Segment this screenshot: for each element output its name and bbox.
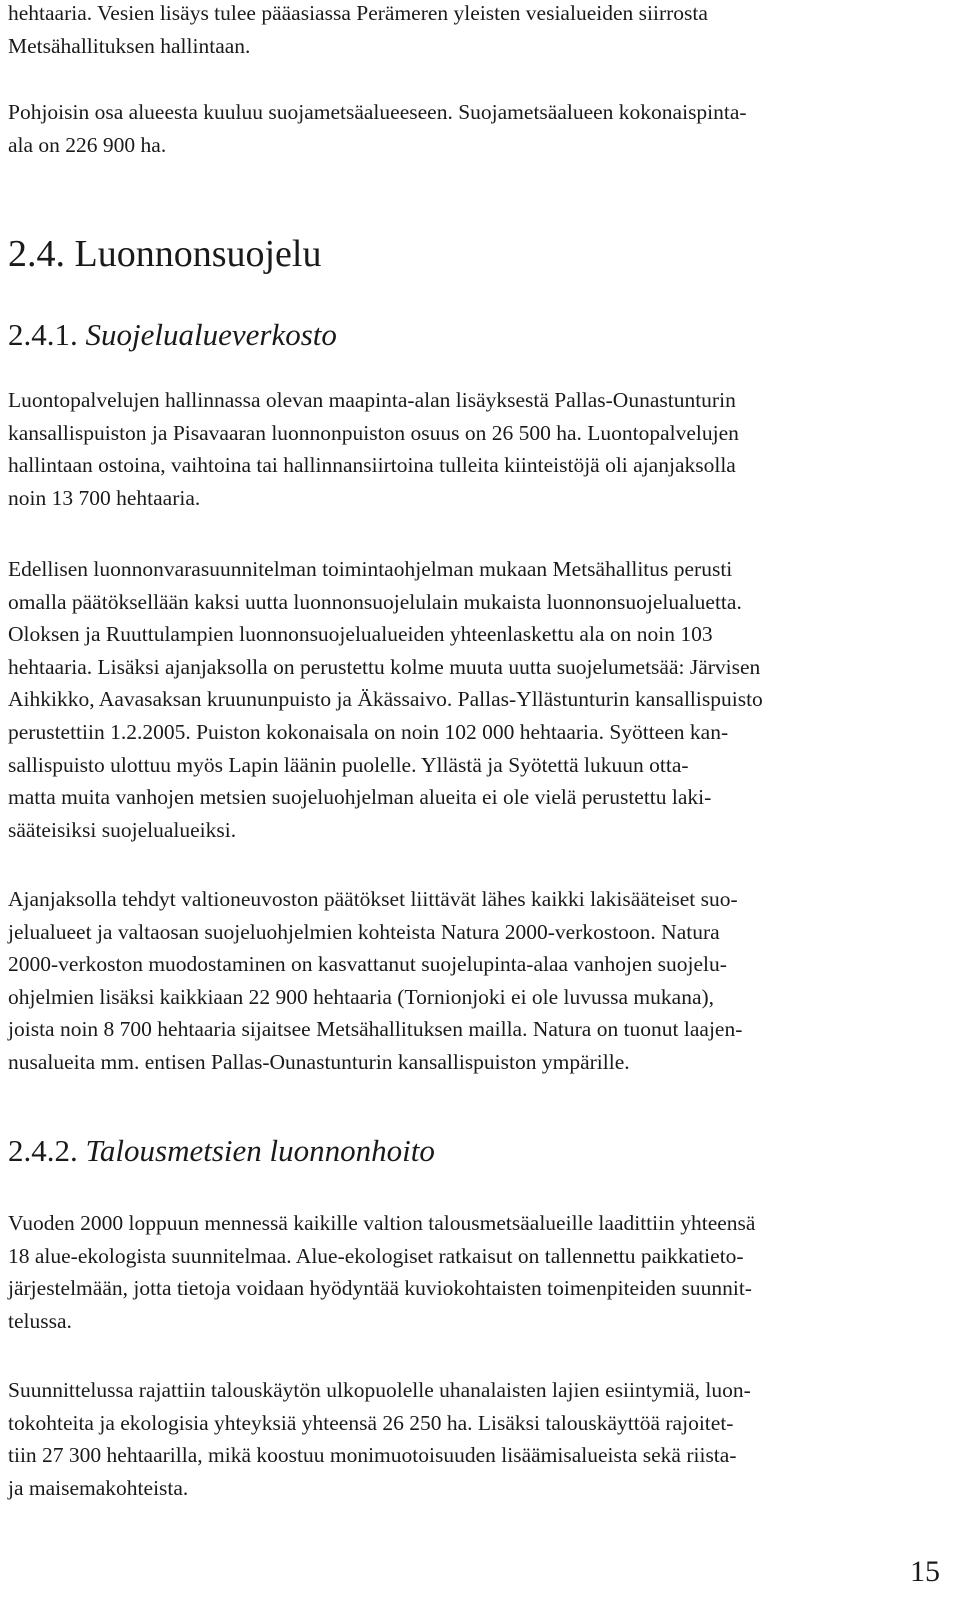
text-line: tokohteita ja ekologisia yhteyksiä yhteensä 26 250 ha. Lisäksi talouskäyttöä rajoitet- [8,1410,734,1435]
text-line: Pohjoisin osa alueesta kuuluu suojametsäalueeseen. Suojametsäalueen kokonaispinta- [8,100,747,124]
paragraph-2-4-1-c [8,883,948,1079]
text-line: Metsähallituksen hallintaan. [8,33,251,58]
text-line: järjestelmään, jotta tietoja voidaan hyödyntää kuviokohtaisten toimenpiteiden suunnit- [8,1276,752,1301]
text-line: Vuoden 2000 loppuun mennessä kaikille valtion talousmetsäalueille laadittiin yhteensä [8,1211,756,1235]
text-line: sääteisiksi suojelualueiksi. [8,817,237,842]
paragraph-2-4-1-a [8,384,948,514]
text-line: ala on 226 900 ha. [8,132,167,157]
subsection-number: 2.4.1. [8,317,78,352]
text-line: hehtaaria. Lisäksi ajanjaksolla on perustettu kolme muuta uutta suojelumetsää: Järvisen [8,654,761,679]
text-line: 18 alue-ekologista suunnitelmaa. Alue-ekologiset ratkaisut on tallennettu paikkatieto- [8,1243,744,1268]
paragraph-2-4-1-b [8,553,948,846]
paragraph-2-4-2-a [8,1207,948,1337]
text-line: omalla päätöksellään kaksi uutta luonnonsuojelulain mukaista luonnonsuojelualuetta. [8,589,742,614]
text-line: Luontopalvelujen hallinnassa olevan maapinta-alan lisäyksestä Pallas-Ounastunturin [8,388,736,412]
text-line: 2000-verkoston muodostaminen on kasvattanut suojelupinta-alaa vanhojen suojelu- [8,952,727,977]
text-line: telussa. [8,1308,72,1333]
subsection-heading-2-4-2 [8,1131,948,1171]
text-line: Edellisen luonnonvarasuunnitelman toimintaohjelman mukaan Metsähallitus perusti [8,557,733,581]
text-line: kansallispuiston ja Pisavaaran luonnonpuiston osuus on 26 500 ha. Luontopalvelujen [8,420,739,445]
subsection-title: Talousmetsien luonnonhoito [85,1133,435,1168]
subsection-number: 2.4.2. [8,1133,78,1168]
text-line: Suunnittelussa rajattiin talouskäytön ulkopuolelle uhanalaisten lajien esiintymiä, luon- [8,1378,751,1402]
section-heading-2-4: 2.4. Luonnonsuojelu [8,233,322,275]
paragraph-2-4-2-b [8,1374,948,1504]
text-line: noin 13 700 hehtaaria. [8,485,201,510]
text-line: Aihkikko, Aavasaksan kruununpuisto ja Äkässaivo. Pallas-Yllästunturin kansallispuisto [8,687,763,712]
text-line: sallispuisto ulottuu myös Lapin läänin puolelle. Yllästä ja Syötettä lukuun otta- [8,752,689,777]
text-line: matta muita vanhojen metsien suojeluohjelman alueita ei ole vielä perustettu laki- [8,785,712,810]
text-line: ja maisemakohteista. [8,1475,189,1500]
subsection-heading-2-4-1 [8,315,948,355]
subsection-title: Suojelualueverkosto [85,317,337,352]
page-number: 15 [910,1555,940,1588]
text-line: Oloksen ja Ruuttulampien luonnonsuojelualueiden yhteenlaskettu ala on noin 103 [8,622,713,647]
intro-paragraph-2 [8,96,948,161]
text-line: jelualueet ja valtaosan suojeluohjelmien kohteista Natura 2000-verkostoon. Natura [8,919,720,944]
text-line: hehtaaria. Vesien lisäys tulee pääasiassa Perämeren yleisten vesialueiden siirrosta [8,1,708,25]
text-line: ohjelmien lisäksi kaikkiaan 22 900 hehtaaria (Tornionjoki ei ole luvussa mukana), [8,984,715,1009]
text-line: tiin 27 300 hehtaarilla, mikä koostuu monimuotoisuuden lisäämisalueista sekä riista- [8,1443,737,1468]
text-line: Ajanjaksolla tehdyt valtioneuvoston päätökset liittävät lähes kaikki lakisääteiset suo- [8,887,738,911]
text-line: nusalueita mm. entisen Pallas-Ounastunturin kansallispuiston ympärille. [8,1049,630,1074]
text-line: perustettiin 1.2.2005. Puiston kokonaisala on noin 102 000 hehtaaria. Syötteen kan- [8,719,729,744]
text-line: hallintaan ostoina, vaihtoina tai hallinnansiirtoina tulleita kiinteistöjä oli ajanjaksolla [8,453,736,478]
text-line: joista noin 8 700 hehtaaria sijaitsee Metsähallituksen mailla. Natura on tuonut laajen- [8,1017,743,1042]
intro-paragraph-1 [8,0,948,62]
